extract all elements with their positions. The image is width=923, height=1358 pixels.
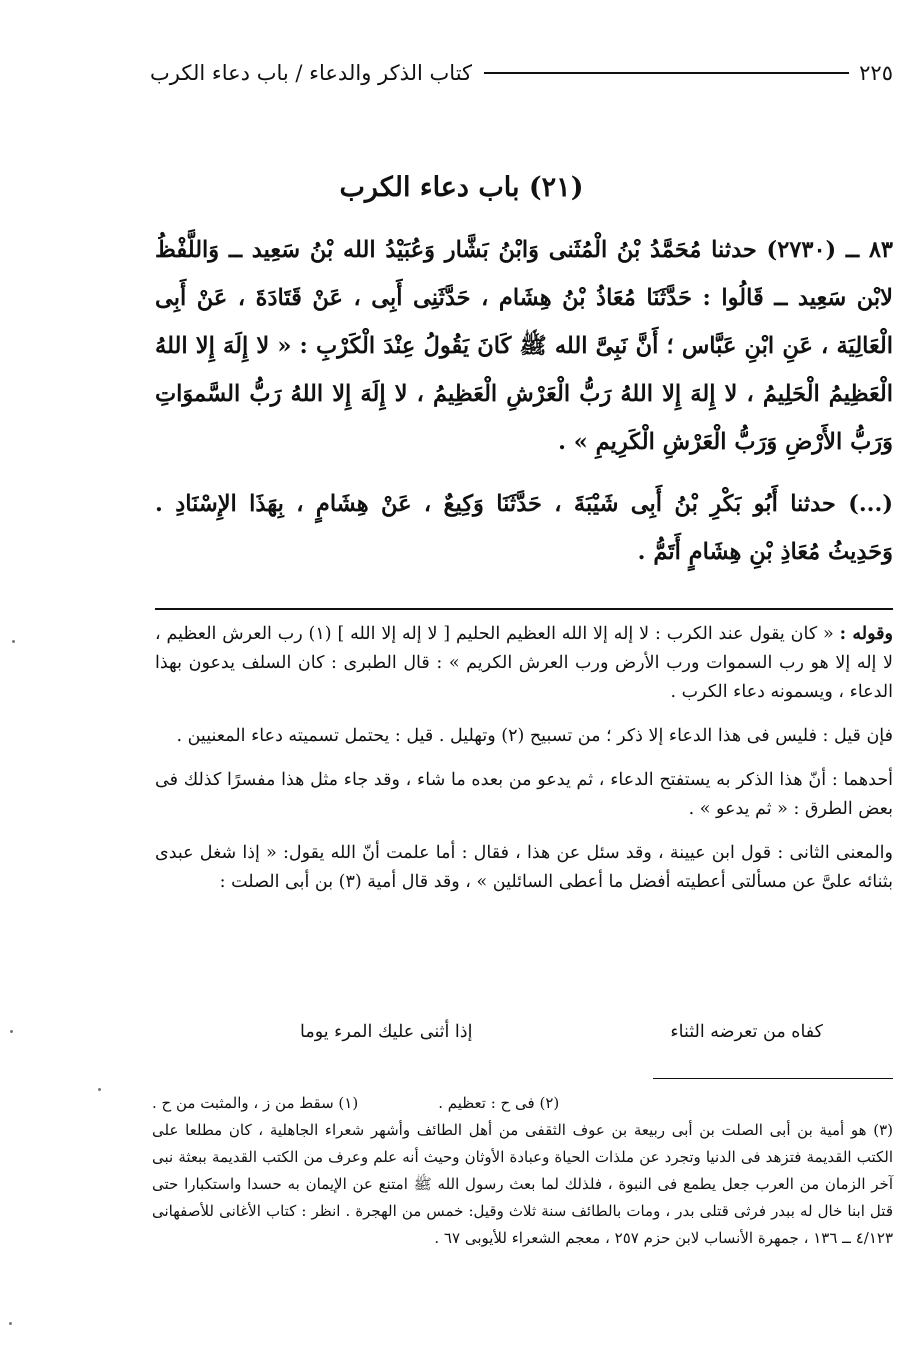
commentary-paragraph: والمعنى الثانى : قول ابن عيينة ، وقد سئل عن هذا ، فقال : أما علمت أنّ الله يقول: « إذا شغل عبدى بثنائه علىَّ عن مسألتى أعطيته أفضل ما أعطى السائلين » ، وقد قال أمية (٣) بن أبى الصلت : xyxy=(155,843,893,892)
commentary-text: « كان يقول عند الكرب : لا إله إلا الله العظيم الحليم [ لا إله إلا الله ] (١) رب العرش العظيم ، لا إله إلا هو رب السموات ورب الأرض ورب العرش الكريم » : قال الطبرى : كان السلف يدعون بهذا الدعاء ، ويسمونه دعاء الكرب . xyxy=(155,624,893,702)
running-header xyxy=(150,56,893,90)
commentary-lead: وقوله : xyxy=(839,624,893,644)
commentary xyxy=(155,620,893,912)
page-number: ٢٢٥ xyxy=(859,61,893,85)
footnote-divider xyxy=(653,1078,893,1079)
poetry-verse xyxy=(300,1022,823,1042)
running-header-title: كتاب الذكر والدعاء / باب دعاء الكرب xyxy=(150,61,473,85)
hadith-text xyxy=(155,226,893,576)
hadith-paragraph: (...) حدثنا أَبُو بَكْرِ بْنُ أَبِى شَيْبَةَ ، حَدَّثَنَا وَكِيعٌ ، عَنْ هِشَامٍ ، بِهَذَا الإِسْنَادِ . وَحَدِيثُ مُعَاذِ بْنِ هِشَامٍ أَتَمُّ . xyxy=(155,491,893,565)
footnote-2: (٢) فى ح : تعظيم . xyxy=(438,1094,560,1112)
footnote-1: (١) سقط من ز ، والمثبت من ح . xyxy=(152,1094,359,1112)
hadith-paragraph: ٨٣ ــ (٢٧٣٠) حدثنا مُحَمَّدُ بْنُ الْمُثَنى وَابْنُ بَشَّار وَعُبَيْدُ الله بْنُ سَعِيد ــ وَاللَّفْظُ لابْن سَعِيد ــ قَالُوا : حَدَّثَنَا مُعَاذُ بْنُ هِشَام ، حَدَّثَنِى أَبِى ، عَنْ قَتَادَةَ ، عَنْ أَبِى الْعَالِيَة ، عَنِ ابْنِ عَبَّاس ؛ أَنَّ نَبِىَّ الله ﷺ كَانَ يَقُولُ عِنْدَ الْكَرْبِ : « لا إِلَهَ إِلا اللهُ الْعَظِيمُ الْحَلِيمُ ، لا إِلهَ إِلا اللهُ رَبُّ الْعَرْشِ الْعَظِيمُ ، لا إِلَهَ إِلا اللهُ رَبُّ السَّموَاتِ وَرَبُّ الأَرْضِ وَرَبُّ الْعَرْشِ الْكَرِيمِ » . xyxy=(155,237,893,455)
margin-speck xyxy=(98,1088,101,1091)
commentary-paragraph: فإن قيل : فليس فى هذا الدعاء إلا ذكر ؛ من تسبيح (٢) وتهليل . قيل : يحتمل تسميته دعاء المعنيين . xyxy=(176,726,893,746)
verse-first-hemistich: إذا أثنى عليك المرء يوما xyxy=(300,1022,473,1042)
header-rule xyxy=(484,72,849,74)
footnote-3: (٣) هو أمية بن أبى الصلت بن أبى ربيعة بن عوف الثقفى من أهل الطائف وأشهر شعراء الجاهلية ، كان مطلعا على الكتب القديمة فتزهد فى الدنيا وتجرد عن ملذات الحياة وعبادة الأوثان وحيث أنه علم وعرف من الكتب القديمة ببعثة نبى آخر الزمان من العرب جعل يطمع فى النبوة ، فلذلك لما بعث رسول الله ﷺ امتنع عن الإيمان به حسدا واستكبارا حتى قتل ابنا خال له ببدر فرثى قتلى بدر ، ومات بالطائف سنة ثلاث وقيل: خمس من الهجرة . انظر : كتاب الأغانى للأصفهانى ٤/١٢٣ ــ ١٣٦ ، جمهرة الأنساب لابن حزم ٢٥٧ ، معجم الشعراء للأيوبى ٦٧ . xyxy=(152,1121,893,1247)
commentary-paragraph xyxy=(155,620,893,707)
chapter-heading: (٢١) باب دعاء الكرب xyxy=(339,172,584,203)
margin-speck xyxy=(12,640,15,643)
margin-speck xyxy=(10,1030,13,1033)
footnotes xyxy=(152,1090,893,1252)
footnote-row xyxy=(152,1090,893,1117)
commentary-paragraph: أحدهما : أنّ هذا الذكر به يستفتح الدعاء ، ثم يدعو من بعده ما شاء ، وقد جاء مثل هذا مفسرًا كذلك فى بعض الطرق : « ثم يدعو » . xyxy=(155,770,893,819)
section-divider xyxy=(155,608,893,610)
margin-speck xyxy=(9,1322,12,1325)
verse-second-hemistich: كفاه من تعرضه الثناء xyxy=(670,1022,823,1042)
